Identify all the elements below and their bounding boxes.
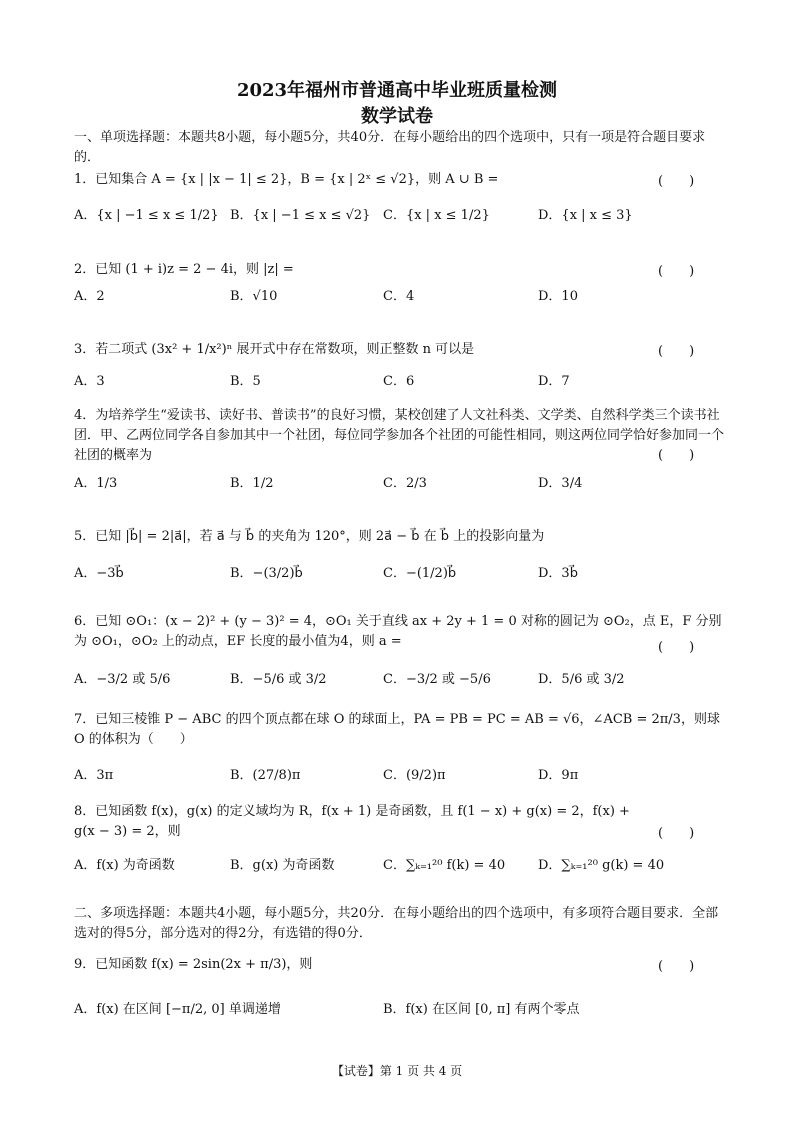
q6-answer-paren: ( ) (658, 640, 695, 655)
q9-answer-paren: ( ) (658, 959, 695, 974)
q5-option-b: B．−(3/2)b⃗ (230, 566, 303, 581)
q2-option-c: C．4 (383, 289, 415, 304)
q7-option-b: B．(27/8)π (230, 768, 301, 783)
q5-option-d: D．3b⃗ (538, 566, 578, 581)
q1-option-b: B．{x | −1 ≤ x ≤ √2} (230, 208, 371, 223)
q2-stem: 2．已知 (1 + i)z = 2 − 4i，则 |z| = (74, 262, 294, 277)
section1-intro: 一、单项选择题：本题共8小题，每小题5分，共40分．在每小题给出的四个选项中，只有一项是符合题目要求的． (74, 130, 706, 165)
q1-option-a: A．{x | −1 ≤ x ≤ 1/2} (74, 208, 219, 223)
page-subtitle: 数学试卷 (361, 106, 433, 127)
q5-option-c: C．−(1/2)b⃗ (383, 566, 457, 581)
q4-option-d: D．3/4 (538, 476, 583, 491)
q9-option-a: A．f(x) 在区间 [−π/2, 0] 单调递增 (74, 1002, 281, 1017)
q9-option-b: B．f(x) 在区间 [0, π] 有两个零点 (383, 1002, 580, 1017)
q3-option-a: A．3 (74, 374, 105, 389)
q2-option-d: D．10 (538, 289, 578, 304)
q1-stem: 1．已知集合 A = {x | |x − 1| ≤ 2}，B = {x | 2ˣ ≤ √2}，则 A ∪ B = (74, 172, 499, 187)
q2-option-b: B．√10 (230, 289, 278, 304)
q7-option-c: C．(9/2)π (383, 768, 446, 783)
q6-option-d: D．5/6 或 3/2 (538, 672, 625, 687)
q3-option-c: C．6 (383, 374, 415, 389)
q2-option-a: A．2 (74, 289, 105, 304)
section2-intro: 二、多项选择题：本题共4小题，每小题5分，共20分．在每小题给出的四个选项中，有多项符合题目要求．全部选对的得5分，部分选对的得2分，有选错的得0分． (74, 906, 719, 941)
q8-option-a: A．f(x) 为奇函数 (74, 858, 175, 873)
q6-option-a: A．−3/2 或 5/6 (74, 672, 171, 687)
q3-stem: 3．若二项式 (3x² + 1/x²)ⁿ 展开式中存在常数项，则正整数 n 可以是 (74, 342, 475, 357)
q2-answer-paren: ( ) (658, 264, 695, 279)
q8-stem: 8．已知函数 f(x)，g(x) 的定义域均为 R，f(x + 1) 是奇函数，且 f(1 − x) + g(x) = 2，f(x) + g(x − 3) = 2，则 (74, 804, 630, 839)
q3-answer-paren: ( ) (658, 344, 695, 359)
q6-stem: 6．已知 ⊙O₁：(x − 2)² + (y − 3)² = 4，⊙O₁ 关于直线 ax + 2y + 1 = 0 对称的圆记为 ⊙O₂，点 E，F 分别为 ⊙O₁，⊙O₂ 上的动点，EF 长度的最小值为4，则 a = (74, 614, 722, 649)
q9-stem: 9．已知函数 f(x) = 2sin(2x + π/3)，则 (74, 957, 313, 972)
q8-option-d: D．∑ₖ₌₁²⁰ g(k) = 40 (538, 858, 665, 873)
q7-stem: 7．已知三棱锥 P − ABC 的四个顶点都在球 O 的球面上，PA = PB = PC = AB = √6，∠ACB = 2π/3，则球 O 的体积为（ ） (74, 712, 720, 747)
q7-option-d: D．9π (538, 768, 579, 783)
q7-option-a: A．3π (74, 768, 114, 783)
q4-option-b: B．1/2 (230, 476, 274, 491)
q8-answer-paren: ( ) (658, 826, 695, 841)
page-footer: 【试卷】第 1 页 共 4 页 (331, 1064, 463, 1078)
q5-option-a: A．−3b⃗ (74, 566, 124, 581)
q8-option-c: C．∑ₖ₌₁²⁰ f(k) = 40 (383, 858, 506, 873)
q6-option-c: C．−3/2 或 −5/6 (383, 672, 491, 687)
q8-option-b: B．g(x) 为奇函数 (230, 858, 335, 873)
q5-stem: 5．已知 |b⃗| = 2|a⃗|，若 a⃗ 与 b⃗ 的夹角为 120°，则 2a⃗ − b⃗ 在 b⃗ 上的投影向量为 (74, 529, 545, 544)
q3-option-b: B．5 (230, 374, 261, 389)
q1-option-d: D．{x | x ≤ 3} (538, 208, 633, 223)
page-title: 2023年福州市普通高中毕业班质量检测 (236, 80, 558, 101)
q4-option-c: C．2/3 (383, 476, 427, 491)
q4-answer-paren: ( ) (658, 448, 695, 463)
q3-option-d: D．7 (538, 374, 570, 389)
q1-answer-paren: ( ) (658, 174, 695, 189)
q4-option-a: A．1/3 (74, 476, 118, 491)
q6-option-b: B．−5/6 或 3/2 (230, 672, 327, 687)
q4-stem: 4．为培养学生“爱读书、读好书、普读书”的良好习惯，某校创建了人文社科类、文学类、自然科学类三个读书社团．甲、乙两位同学各自参加其中一个社团，每位同学参加各个社团的可能性相同，则这两位同学恰好参加同一个社团的概率为 (74, 408, 725, 463)
q1-option-c: C．{x | x ≤ 1/2} (383, 208, 490, 223)
